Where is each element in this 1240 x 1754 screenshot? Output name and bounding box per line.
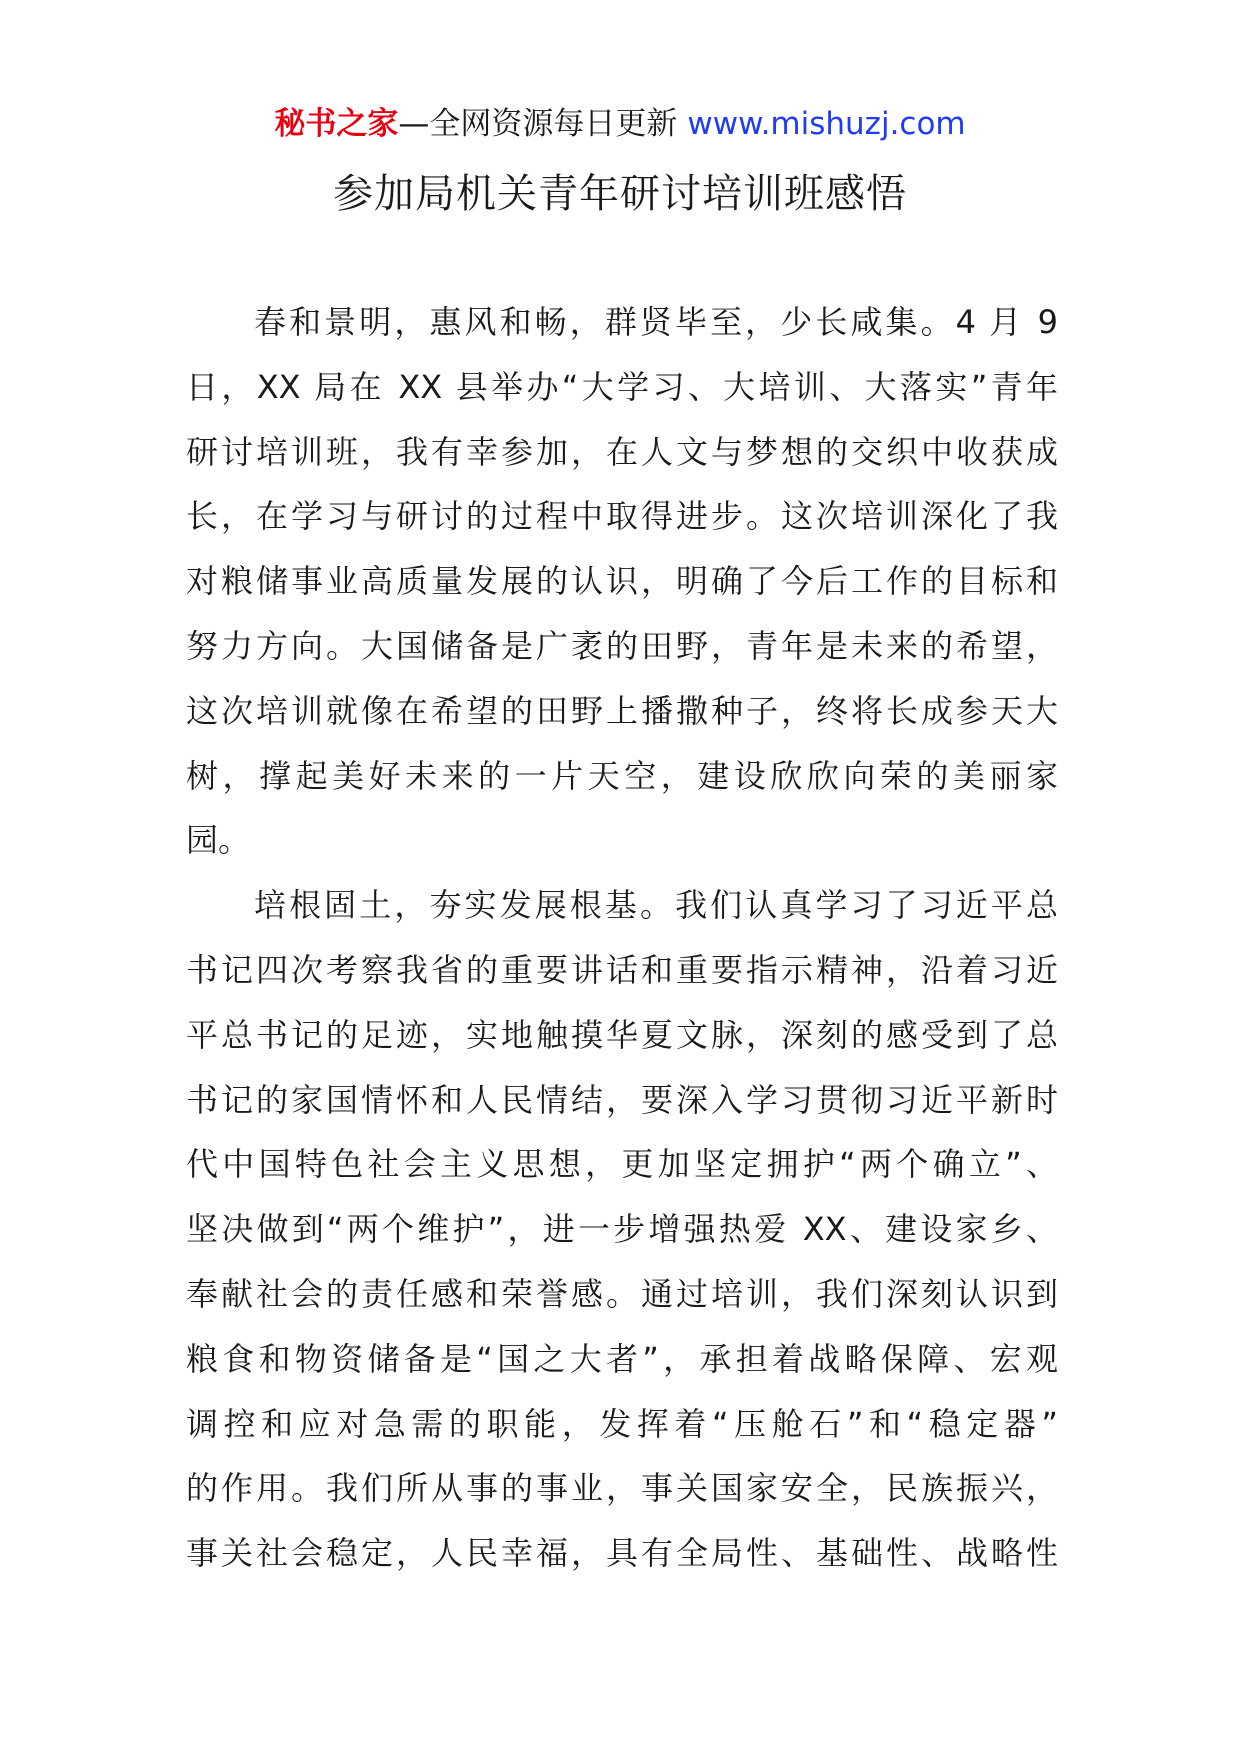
document-body [186, 290, 1058, 1586]
text-line: 对粮储事业高质量发展的认识，明确了今后工作的目标和 [186, 562, 1058, 601]
text-line: 培根固土，夯实发展根基。我们认真学习了习近平总 [254, 886, 1058, 925]
text-line: 长，在学习与研讨的过程中取得进步。这次培训深化了我 [186, 497, 1058, 536]
text-line: 书记四次考察我省的重要讲话和重要指示精神，沿着习近 [186, 950, 1058, 989]
text-line: 代中国特色社会主义思想，更加坚定拥护“两个确立”、 [186, 1145, 1058, 1184]
text-line: 事关社会稳定，人民幸福，具有全局性、基础性、战略性 [186, 1534, 1058, 1573]
paragraph [186, 290, 1058, 873]
watermark-url: www.mishuzj.com [687, 106, 966, 142]
text-line: 的作用。我们所从事的事业，事关国家安全，民族振兴， [186, 1469, 1058, 1508]
text-line: 坚决做到“两个维护”，进一步增强热爱 XX、建设家乡、 [186, 1210, 1058, 1249]
text-line: 春和景明，惠风和畅，群贤毕至，少长咸集。4 月 9 [254, 303, 1058, 341]
text-line: 园。 [186, 821, 251, 860]
text-line: 奉献社会的责任感和荣誉感。通过培训，我们深刻认识到 [186, 1274, 1058, 1313]
text-line: 书记的家国情怀和人民情结，要深入学习贯彻习近平新时 [186, 1080, 1058, 1119]
watermark-brand: 秘书之家 [274, 106, 399, 142]
text-line: 研讨培训班，我有幸参加，在人文与梦想的交织中收获成 [186, 432, 1058, 471]
text-line: 这次培训就像在希望的田野上播撒种子，终将长成参天大 [186, 691, 1058, 730]
text-line: 平总书记的足迹，实地触摸华夏文脉，深刻的感受到了总 [186, 1015, 1058, 1054]
text-line: 树，撑起美好未来的一片天空，建设欣欣向荣的美丽家 [186, 756, 1058, 795]
text-line: 调控和应对急需的职能，发挥着“压舱石”和“稳定器” [186, 1404, 1058, 1443]
document-title: 参加局机关青年研讨培训班感悟 [333, 171, 907, 217]
watermark-slogan: —全网资源每日更新 [398, 106, 678, 142]
site-watermark [0, 104, 1240, 144]
text-line: 努力方向。大国储备是广袤的田野，青年是未来的希望， [186, 626, 1058, 665]
text-line: 粮食和物资储备是“国之大者”，承担着战略保障、宏观 [186, 1339, 1058, 1378]
paragraph [186, 873, 1058, 1586]
text-line: 日，XX 局在 XX 县举办“大学习、大培训、大落实”青年 [186, 367, 1058, 406]
